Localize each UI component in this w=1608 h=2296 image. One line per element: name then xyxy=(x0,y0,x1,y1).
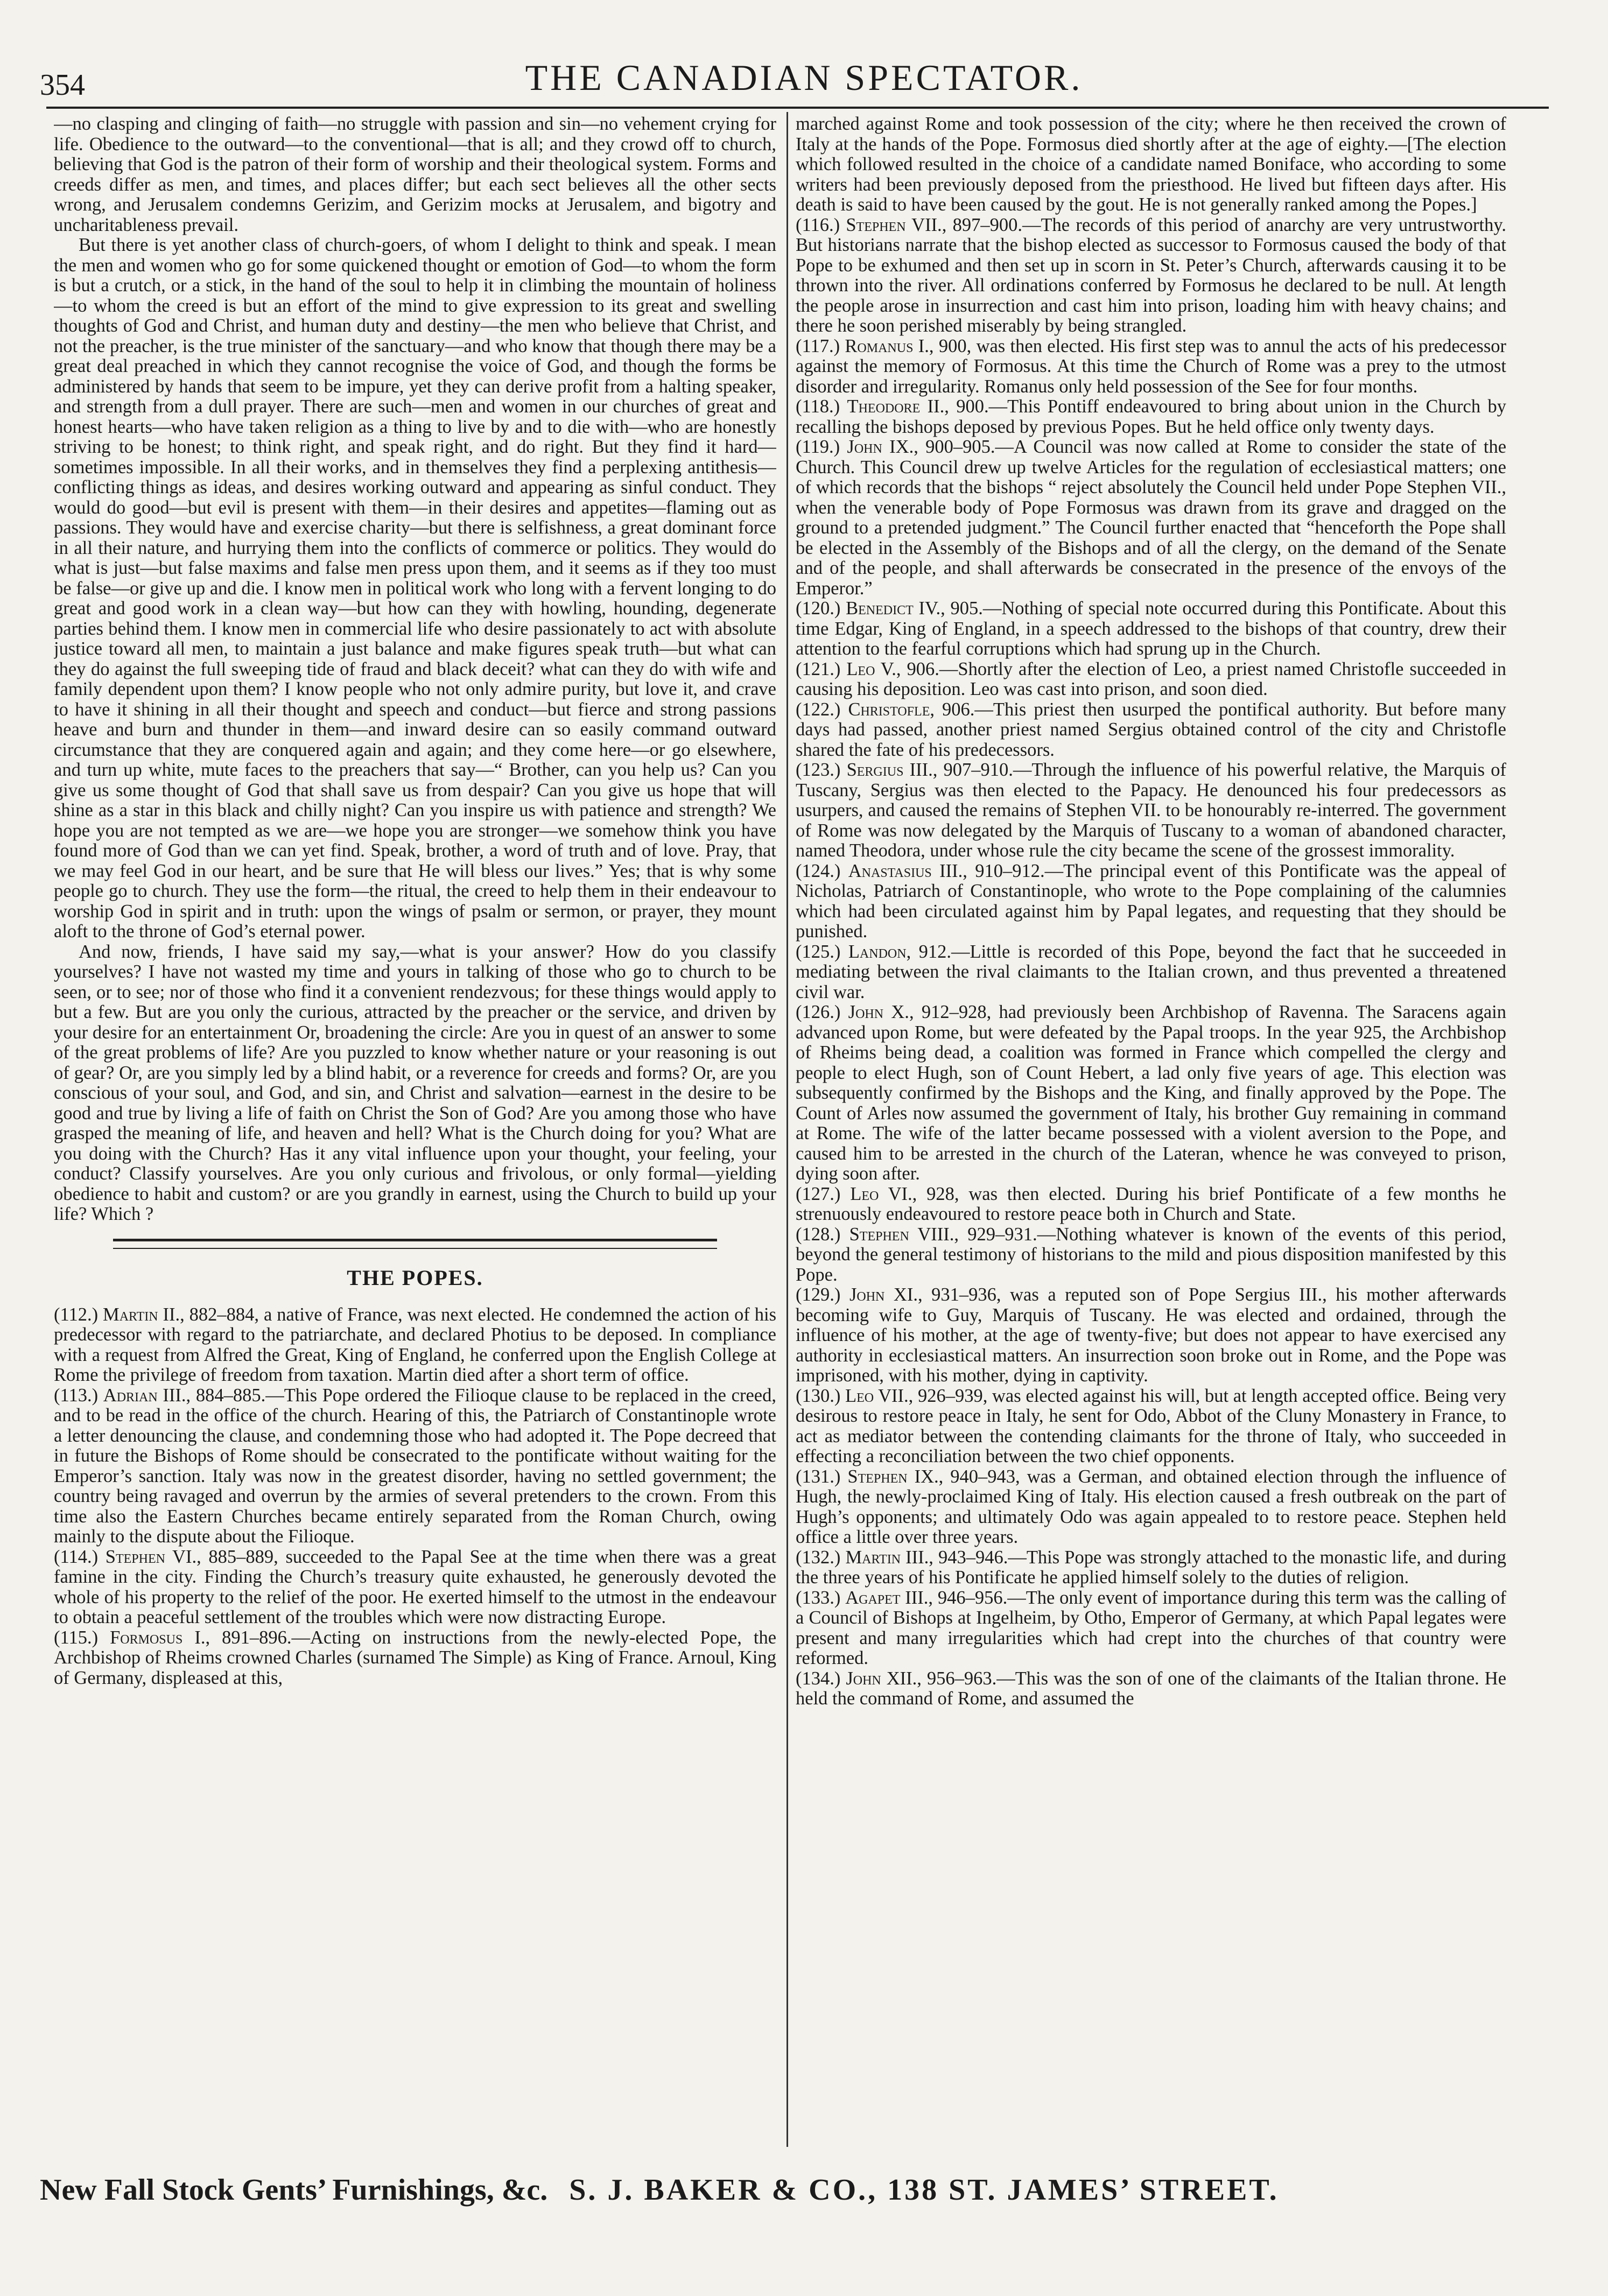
pope-name: Landon xyxy=(848,941,907,962)
entry-number: (113.) xyxy=(54,1385,99,1406)
entry-number: (119.) xyxy=(796,437,840,457)
pope-name: Adrian III. xyxy=(103,1385,186,1406)
pope-name: Sergius III. xyxy=(846,760,933,780)
masthead-title: THE CANADIAN SPECTATOR. xyxy=(525,57,1083,98)
entry-number: (120.) xyxy=(796,598,841,619)
entry-number: (122.) xyxy=(796,699,841,720)
entry-text: , 940–943, was a German, and obtained election through the influence of Hugh, the newly-proclaimed King of Italy. His election caused a fresh outbreak on the part of Hugh’s opponents; and ultimately Odo was again appealed to to restore peace. Stephen held office a little over three years. xyxy=(796,1466,1506,1547)
entry-text: , 900, was then elected. His first step was to annul the acts of his predecessor against the memory of Formosus. At this time the Church of Rome was a prey to the utmost disorder and irregularity. Romanus only held possession of the See for four months. xyxy=(796,335,1506,397)
entry-number: (116.) xyxy=(796,214,840,235)
pope-entry xyxy=(796,861,1506,942)
pope-name: Stephen VI. xyxy=(105,1546,197,1567)
pope-entry xyxy=(796,1002,1506,1184)
pope-name: John XII. xyxy=(846,1668,917,1689)
pope-entry xyxy=(796,336,1506,397)
pope-entry xyxy=(796,437,1506,599)
pope-entry xyxy=(796,397,1506,437)
entry-text: , 929–931.—Nothing whatever is known of the events of this period, beyond the general testimony of historians to the mild and pious disposition manifested by this Pope. xyxy=(796,1224,1506,1285)
pope-name: John X. xyxy=(848,1002,909,1022)
entry-text: , 897–900.—The records of this period of anarchy are very untrustworthy. But historians narrate that the bishop elected as successor to Formosus caused the body of that Pope to be exhumed and then set up in scorn in St. Peter’s Church, afterwards causing it to be thrown into the river. All ordinations conferred by Formosus he declared to be null. At length the people arose in insurrection and cast him into prison, loading him with heavy chains; and there he soon perished miserably by being strangled. xyxy=(796,214,1506,336)
pope-entry xyxy=(54,1305,776,1386)
header-rule xyxy=(46,107,1549,109)
entry-number: (130.) xyxy=(796,1385,841,1406)
pope-entry xyxy=(796,1386,1506,1467)
entry-number: (117.) xyxy=(796,335,840,356)
entry-number: (123.) xyxy=(796,760,841,780)
entry-number: (112.) xyxy=(54,1304,99,1325)
pope-entry xyxy=(54,1386,776,1547)
entry-number: (124.) xyxy=(796,860,841,881)
entry-text: , 907–910.—Through the influence of his powerful relative, the Marquis of Tuscany, Sergius was then elected to the Papacy. He denounced his four predecessors as usurpers, and caused the remains of Stephen VII. to be honourably re-interred. The government of Rome was now delegated by the Marquis of Tuscany to a woman of abandoned character, named Theodora, under whose rule the city became the scene of the grossest immorality. xyxy=(796,760,1506,861)
pope-name: Anastasius III. xyxy=(848,860,963,881)
page-number: 354 xyxy=(40,68,85,102)
left-column xyxy=(54,114,776,2152)
footer-advertisement xyxy=(40,2175,1526,2205)
entry-number: (133.) xyxy=(796,1587,841,1608)
continuation-paragraph: marched against Rome and took possession of the city; where he then received the crown of Italy at the hands of the Pope. Formosus died shortly after at the age of eighty.—[The election which followed resulted in the choice of a candidate named Boniface, who according to some writers had been previously deposed from the priesthood. He lived but fifteen days after. His death is said to have been caused by the gout. He is not generally ranked among the Popes.] xyxy=(796,114,1506,215)
entry-text: , 931–936, was a reputed son of Pope Sergius III., his mother afterwards becoming wife to Guy, Marquis of Tuscany. He was elected and ordained, through the influence of his mother, at the age of twenty-five; but does not appear to have exercised any authority in ecclesiastical matters. An insurrection soon broke out in Rome, and the Pope was imprisoned, with his mother, dying in captivity. xyxy=(796,1284,1506,1386)
sermon-paragraph: —no clasping and clinging of faith—no struggle with passion and sin—no vehement crying for life. Obedience to the outward—to the conventional—that is all; and they crowd off to church, believing that God is the patron of their form of worship and their theological system. Forms and creeds differ as men, and times, and places differ; but each sect believes all the other sects wrong, and Jerusalem condemns Gerizim, and Gerizim mocks at Jerusalem, and bigotry and uncharitableness prevail. xyxy=(54,114,776,235)
pope-name: Stephen VIII. xyxy=(849,1224,954,1245)
advert-firm: S. J. BAKER & CO., 138 ST. JAMES’ STREET. xyxy=(569,2173,1279,2207)
pope-name: Theodore II. xyxy=(847,396,945,417)
entry-number: (134.) xyxy=(796,1668,841,1689)
entry-text: , 943–946.—This Pope was strongly attached to the monastic life, and during the three years of his Pontificate he applied himself solely to the duties of religion. xyxy=(796,1547,1506,1588)
pope-name: Leo VI. xyxy=(850,1183,912,1204)
pope-entry xyxy=(796,1467,1506,1548)
pope-name: Leo V. xyxy=(846,658,896,679)
pope-entry xyxy=(796,700,1506,761)
entry-number: (131.) xyxy=(796,1466,841,1487)
sermon-paragraph: And now, friends, I have said my say,—what is your answer? How do you classify yourselves? I have not wasted my time and yours in talking of those who go to church to be seen, or to see; nor of those who find it a convenient rendezvous; for these things would apply to but a few. But are you only the curious, attracted by the preacher or the service, and driven by your desire for an entertainment Or, broadening the circle: Are you in quest of an answer to some of the great problems of life? Are you puzzled to know whether nature or your reasoning is out of gear? Or, are you simply led by a blind habit, or a reverence for creeds and forms? Or, are you conscious of your soul, and God, and sin, and Christ and salvation—earnest in the desire to be good and true by living a life of faith on Christ the Son of God? Are you among those who have grasped the meaning of life, and heaven and hell? What is the Church doing for you? What are you doing with the Church? Has it any vital influence upon your thought, your feeling, your conduct? Classify yourselves. Are you only curious and frivolous, or only formal—yielding obedience to habit and custom? or are you grandly in earnest, using the Church to build up your life? Which ? xyxy=(54,941,776,1224)
entry-text: , 928, was then elected. During his brief Pontificate of a few months he strenuously endeavoured to restore peace both in Church and State. xyxy=(796,1183,1506,1224)
pope-name: Martin II. xyxy=(103,1304,180,1325)
right-entries xyxy=(796,215,1506,1709)
entry-text: , 900–905.—A Council was now called at Rome to consider the state of the Church. This Council drew up twelve Articles for the regulation of ecclesiastical matters; one of which records that the bishops “ reject absolutely the Council held under Pope Stephen VII., when the venerable body of Pope Formosus was drawn from its grave and dragged on the ground to a pretended judgment.” The Council further enacted that “henceforth the Pope shall be elected in the Assembly of the Bishops and of all the clergy, on the demand of the Senate and of the people, and shall afterwards be consecrated in the presence of the envoys of the Emperor.” xyxy=(796,437,1506,599)
pope-entry xyxy=(796,1285,1506,1386)
pope-name: John XI. xyxy=(849,1284,918,1305)
entry-text: , 926–939, was elected against his will, but at length accepted office. Being very desirous to restore peace in Italy, he sent for Odo, Abbot of the Cluny Monastery in France, to act as mediator between the contending claimants for the throne of Italy, who succeeded in effecting a reconciliation between the two chief opponents. xyxy=(796,1385,1506,1466)
entry-text: , 910–912.—The principal event of this Pontificate was the appeal of Nicholas, Patriarch of Constantinople, who wrote to the Pope complaining of the calumnies which had been circulated against him by Papal legates, and requesting that they should be punished. xyxy=(796,860,1506,942)
pope-entry xyxy=(796,1184,1506,1225)
entry-number: (121.) xyxy=(796,658,841,679)
pope-name: Leo VII. xyxy=(845,1385,909,1406)
pope-name: John IX. xyxy=(847,437,914,457)
pope-name: Benedict IV. xyxy=(846,598,941,619)
entry-number: (132.) xyxy=(796,1547,841,1568)
pope-entry xyxy=(796,599,1506,659)
entry-text: , 905.—Nothing of special note occurred during this Pontificate. About this time Edgar, King of England, in a speech addressed to the bishops of that country, drew their attention to the fearful corruptions which had sprung up in the Church. xyxy=(796,598,1506,659)
pope-entry xyxy=(796,1588,1506,1669)
entry-number: (115.) xyxy=(54,1627,99,1648)
entry-text: , 906.—This priest then usurped the pontifical authority. But before many days had passed, another priest named Sergius obtained control of the city and Christofle shared the fate of his predecessors. xyxy=(796,699,1506,760)
pope-name: Stephen IX. xyxy=(847,1466,939,1487)
pope-entry xyxy=(796,215,1506,336)
entry-number: (114.) xyxy=(54,1546,99,1567)
pope-name: Agapet III. xyxy=(845,1587,929,1608)
pope-entry xyxy=(796,659,1506,700)
pope-entry xyxy=(796,760,1506,861)
pope-entry xyxy=(796,1548,1506,1588)
pope-name: Formosus I. xyxy=(110,1627,206,1648)
pope-entry xyxy=(54,1628,776,1689)
sermon-paragraph: But there is yet another class of church-goers, of whom I delight to think and speak. I mean the men and women who go for some quickened thought or emotion of God—to whom the form is but a crutch, or a stick, in the hand of the soul to help it in climbing the mountain of holiness—to whom the creed is but an effort of the mind to give expression to its great and swelling thoughts of God and Christ, and human duty and destiny—the men who believe that Christ, and not the preacher, is the true minister of the sanctuary—and who know that though there may be a great deal preached in which they cannot recognise the voice of God, and though the forms be administered by hands that seem to be impure, yet they can derive profit from a halting speaker, and strength from a dull prayer. There are such—men and women in our churches of great and honest hearts—who have taken religion as a thing to live by and to die with—who are honestly striving to be honest; to think right, and speak right, and do right. But they find it hard—sometimes impossible. In all their works, and in themselves they find a perplexing antithesis—conflicting things as ideas, and desires working outward and appearing as sinful conduct. They would do good—but evil is present with them—in their desires and appetites—flaming out as passions. They would have and exercise charity—but there is selfishness, a great dominant force in all their nature, and hurrying them into the conflicts of commerce or politics. They would do what is just—but false maxims and false men press upon them, and it seems as if they too must be false—or give up and die. I know men in political work who long with a fervent longing to do great and good work in a clean way—but how can they with howling, hounding, degenerate parties behind them. I know men in commercial life who desire passionately to act with absolute justice toward all men, to maintain a just balance and make figures speak truth—but what can they do against the full sweeping tide of fraud and black deceit? what can they do with wife and family dependent upon them? I know people who not only admire purity, but love it, and crave to have it shining in all their thought and speech and conduct—but fierce and strong passions heave and burn and thunder in them—and inward desire can so easily command outward circumstance that they are conquered again and again; and they come here—or go elsewhere, and turn up white, mute faces to the preachers that say—“ Brother, can you help us? Can you give us some thought of God that shall save us from despair? Can you give us hope that will shine as a star in this black and chilly night? Can you inspire us with patience and strength? We hope you are not tempted as we are—we hope you are stronger—we somehow think you have found more of God than we can yet find. Speak, brother, a word of truth and of love. Pray, that we may feel God in our heart, and be sure that He will bless our lives.” Yes; that is why some people go to church. They use the form—the ritual, the creed to help them in their endeavour to worship God in spirit and in truth: upon the wings of psalm or sermon, or prayer, they mount aloft to the throne of God’s eternal power. xyxy=(54,235,776,942)
entry-number: (118.) xyxy=(796,396,840,417)
entry-text: , 912.—Little is recorded of this Pope, beyond the fact that he succeeded in mediating between the rival claimants to the Italian crown, and thus prevented a threatened civil war. xyxy=(796,941,1506,1002)
pope-name: Christofle xyxy=(848,699,930,720)
pope-name: Martin III. xyxy=(845,1547,929,1568)
entry-text: , 956–963.—This was the son of one of the claimants of the Italian throne. He held the command of Rome, and assumed the xyxy=(796,1668,1506,1709)
entry-number: (128.) xyxy=(796,1224,841,1245)
entry-text: , 882–884, a native of France, was next elected. He condemned the action of his predecessor with regard to the patriarchate, and declared Photius to be deposed. In compliance with a request from Alfred the Great, King of England, he conferred upon the English College at Rome the privilege of freedom from taxation. Martin died after a short term of office. xyxy=(54,1304,776,1385)
entry-number: (126.) xyxy=(796,1002,841,1022)
entry-text: , 891–896.—Acting on instructions from the newly-elected Pope, the Archbishop of Rheims crowned Charles (surnamed The Simple) as King of France. Arnoul, King of Germany, displeased at this, xyxy=(54,1627,776,1688)
entry-number: (127.) xyxy=(796,1183,841,1204)
pope-entry xyxy=(796,942,1506,1003)
pope-name: Romanus I. xyxy=(845,335,929,356)
pope-entry xyxy=(796,1669,1506,1709)
section-ornament xyxy=(113,1239,717,1249)
entry-text: , 884–885.—This Pope ordered the Filioque clause to be replaced in the creed, and to be read in the office of the church. Hearing of this, the Patriarch of Constantinople wrote a letter denouncing the clause, and condemning those who had adopted it. The Pope decreed that in future the Bishops of Rome should be consecrated to the pontificate without waiting for the Emperor’s sanction. Italy was now in the greatest disorder, having no settled government; the country being ravaged and overrun by the armies of several pretenders to the crown. From this time also the Eastern Churches became entirely separated from the Roman Church, owing mainly to the dispute about the Filioque. xyxy=(54,1385,776,1547)
entry-text: , 912–928, had previously been Archbishop of Ravenna. The Saracens again advanced upon Rome, but were defeated by the Papal troops. In the year 925, the Archbishop of Rheims being dead, a coalition was formed in France which compelled the clergy and people to elect Hugh, son of Count Hebert, a lad only five years of age. This election was subsequently confirmed by the Bishops and the King, and finally approved by the Pope. The Count of Arles now assumed the government of Italy, his brother Guy remaining in command at Rome. The wife of the latter became possessed with a violent aversion to the Pope, and caused him to be arrested in the church of the Lateran, whence he was conveyed to prison, dying soon after. xyxy=(796,1002,1506,1184)
column-divider xyxy=(787,112,788,2147)
entry-text: , 885–889, succeeded to the Papal See at the time when there was a great famine in the city. Finding the Church’s treasury quite exhausted, he generously devoted the whole of his property to the relief of the poor. He exerted himself to the utmost in the endeavour to obtain a peaceful settlement of the troubles which were now distracting Europe. xyxy=(54,1546,776,1627)
entry-number: (125.) xyxy=(796,941,841,962)
entry-text: , 906.—Shortly after the election of Leo, a priest named Christofle succeeded in causing his deposition. Leo was cast into prison, and soon died. xyxy=(796,658,1506,699)
pope-entry xyxy=(54,1547,776,1628)
pope-name: Stephen VII. xyxy=(846,214,942,235)
pope-entry xyxy=(796,1225,1506,1286)
entry-number: (129.) xyxy=(796,1284,841,1305)
right-column xyxy=(796,114,1506,2149)
advert-goods: New Fall Stock Gents’ Furnishings, &c. xyxy=(40,2173,548,2207)
entry-text: , 900.—This Pontiff endeavoured to bring about union in the Church by recalling the bishops deposed by previous Popes. But he held office only twenty days. xyxy=(796,396,1506,437)
section-heading: THE POPES. xyxy=(347,1265,483,1290)
left-entries xyxy=(54,1305,776,1689)
entry-text: , 946–956.—The only event of importance during this term was the calling of a Council of Bishops at Ingelheim, by Otho, Emperor of Germany, at which Papal legates were present and many irregularities which had crept into the churches of that country were reformed. xyxy=(796,1587,1506,1668)
